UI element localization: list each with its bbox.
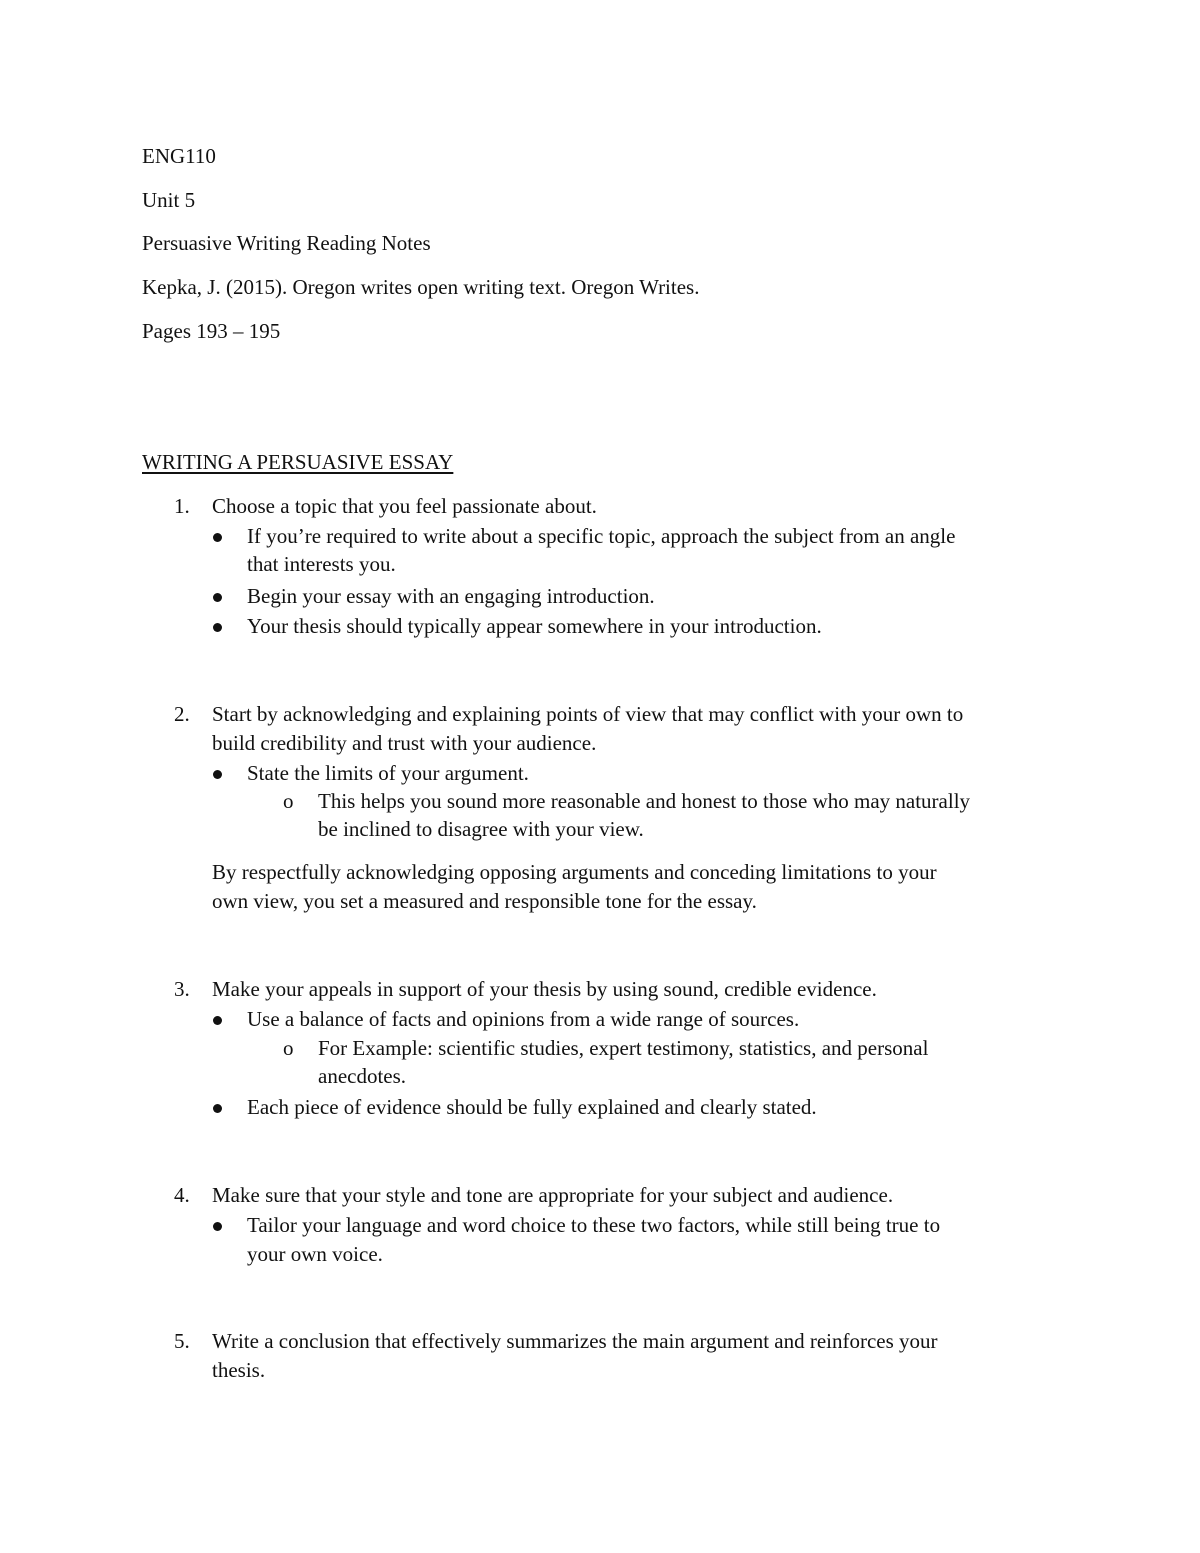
bullet-text: If you’re required to write about a specific topic, approach the subject from an angle (247, 524, 956, 548)
bullet-icon (213, 533, 222, 542)
item-number: 2. (174, 702, 190, 726)
bullet-icon (213, 623, 222, 632)
bullet-text-continued: your own voice. (247, 1242, 383, 1266)
course-code: ENG110 (142, 144, 216, 168)
citation: Kepka, J. (2015). Oregon writes open writing text. Oregon Writes. (142, 275, 700, 299)
sub-bullet-text: For Example: scientific studies, expert testimony, statistics, and personal (318, 1036, 929, 1060)
document-title: Persuasive Writing Reading Notes (142, 231, 431, 255)
bullet-text: Begin your essay with an engaging introduction. (247, 584, 655, 608)
item-text: Start by acknowledging and explaining points of view that may conflict with your own to (212, 702, 964, 726)
sub-bullet-text: This helps you sound more reasonable and honest to those who may naturally (318, 789, 971, 813)
item-text: Choose a topic that you feel passionate about. (212, 494, 597, 518)
item-number: 5. (174, 1329, 190, 1353)
bullet-text: Use a balance of facts and opinions from a wide range of sources. (247, 1007, 800, 1031)
section-heading: WRITING A PERSUASIVE ESSAY (142, 450, 454, 474)
item-number: 1. (174, 494, 190, 518)
item-text-continued: build credibility and trust with your audience. (212, 731, 597, 755)
bullet-icon (213, 770, 222, 779)
item-text: Make sure that your style and tone are appropriate for your subject and audience. (212, 1183, 894, 1207)
bullet-icon (213, 1222, 222, 1231)
sub-bullet-marker: o (283, 789, 294, 813)
item-paragraph-continued: own view, you set a measured and responsible tone for the essay. (212, 889, 757, 913)
page-range: Pages 193 – 195 (142, 319, 281, 343)
bullet-text: Your thesis should typically appear somewhere in your introduction. (247, 614, 822, 638)
bullet-text-continued: that interests you. (247, 552, 396, 576)
bullet-text: State the limits of your argument. (247, 761, 529, 785)
bullet-icon (213, 1016, 222, 1025)
bullet-text: Each piece of evidence should be fully explained and clearly stated. (247, 1095, 817, 1119)
bullet-text: Tailor your language and word choice to these two factors, while still being true to (247, 1213, 941, 1237)
unit-label: Unit 5 (142, 188, 196, 212)
item-number: 4. (174, 1183, 190, 1207)
item-number: 3. (174, 977, 190, 1001)
bullet-icon (213, 593, 222, 602)
sub-bullet-text-continued: be inclined to disagree with your view. (318, 817, 644, 841)
bullet-icon (213, 1104, 222, 1113)
item-text: Make your appeals in support of your thesis by using sound, credible evidence. (212, 977, 877, 1001)
item-text: Write a conclusion that effectively summarizes the main argument and reinforces your (212, 1329, 938, 1353)
sub-bullet-marker: o (283, 1036, 294, 1060)
item-paragraph: By respectfully acknowledging opposing arguments and conceding limitations to your (212, 860, 937, 884)
item-text-continued: thesis. (212, 1358, 266, 1382)
sub-bullet-text-continued: anecdotes. (318, 1064, 407, 1088)
